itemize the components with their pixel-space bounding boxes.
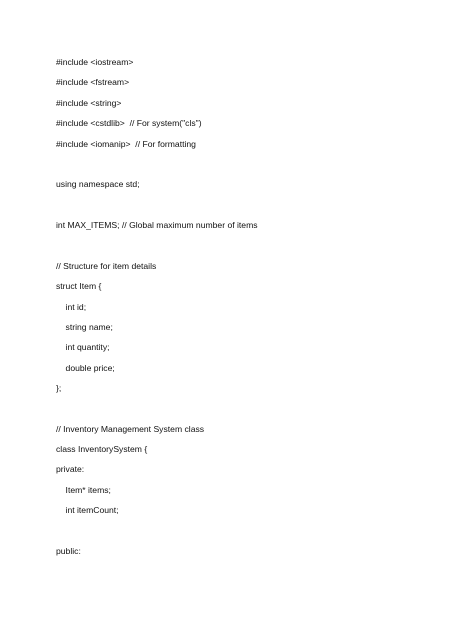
code-line: Item* items; <box>56 485 111 495</box>
code-line: #include <cstdlib> // For system("cls") <box>56 118 202 128</box>
code-line: double price; <box>56 363 115 373</box>
code-line: #include <string> <box>56 98 122 108</box>
code-line: int quantity; <box>56 342 110 352</box>
code-line: // Structure for item details <box>56 261 157 271</box>
code-line: class InventorySystem { <box>56 444 148 454</box>
code-line: #include <iostream> <box>56 57 134 67</box>
code-line: private: <box>56 464 85 474</box>
code-line: using namespace std; <box>56 179 140 189</box>
code-line: // Inventory Management System class <box>56 424 205 434</box>
code-line: struct Item { <box>56 281 102 291</box>
code-line: }; <box>56 383 62 393</box>
code-line: int id; <box>56 302 87 312</box>
code-line: #include <iomanip> // For formatting <box>56 139 196 149</box>
code-line: #include <fstream> <box>56 77 130 87</box>
code-line: public: <box>56 546 81 556</box>
code-line: int MAX_ITEMS; // Global maximum number of items <box>56 220 258 230</box>
code-line: int itemCount; <box>56 505 119 515</box>
code-line: string name; <box>56 322 113 332</box>
